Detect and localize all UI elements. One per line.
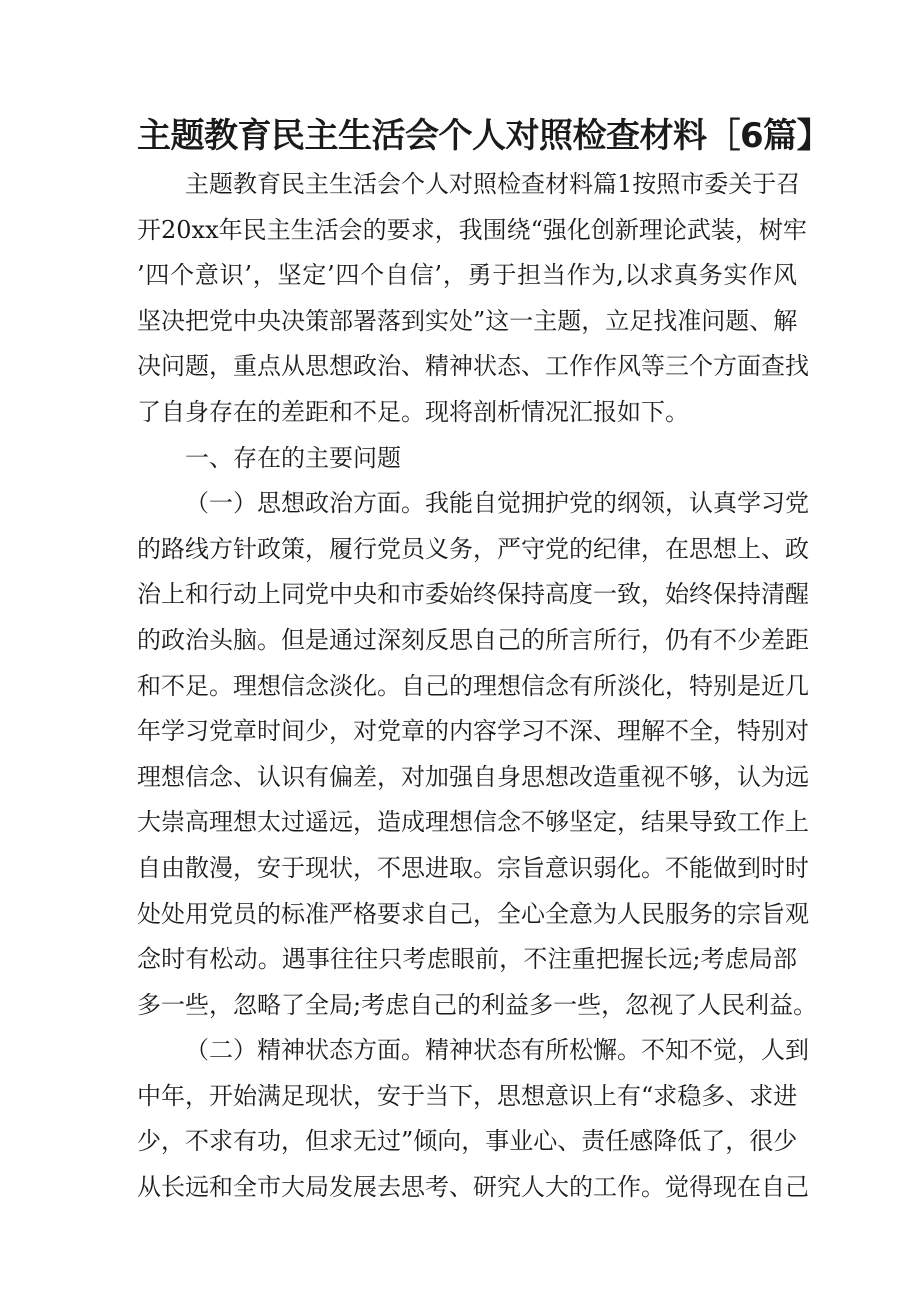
- paragraph-line: 大崇高理想太过遥远，造成理想信念不够坚定，结果导致工作上: [137, 808, 809, 837]
- document-body: [137, 162, 818, 1211]
- paragraph-line: 和不足。理想信念淡化。自己的理想信念有所淡化，特别是近几: [137, 671, 809, 700]
- paragraph-line: 自由散漫，安于现状，不思进取。宗旨意识弱化。不能做到时时: [137, 853, 809, 882]
- paragraph-line: ’四个意识’，坚定’四个自信’，勇于担当作为,以求真务实作风: [137, 261, 797, 290]
- paragraph-line: 的路线方针政策，履行党员义务，严守党的纪律，在思想上、政: [137, 534, 809, 563]
- paragraph-line: 理想信念、认识有偏差，对加强自身思想改造重视不够，认为远: [137, 762, 809, 791]
- paragraph-line: 年学习党章时间少，对党章的内容学习不深、理解不全，特别对: [137, 717, 809, 746]
- paragraph-line: 处处用党员的标准严格要求自己，全心全意为人民服务的宗旨观: [137, 899, 809, 928]
- paragraph-line: （一）思想政治方面。我能自觉拥护党的纲领，认真学习党: [185, 489, 809, 518]
- paragraph-line: 从长远和全市大局发展去思考、研究人大的工作。觉得现在自己: [137, 1173, 809, 1202]
- paragraph-line: 了自身存在的差距和不足。现将剖析情况汇报如下。: [137, 397, 689, 426]
- paragraph-line: 少，不求有功，但求无过”倾向，事业心、责任感降低了，很少: [137, 1127, 798, 1156]
- paragraph-line: 多一些，忽略了全局;考虑自己的利益多一些，忽视了人民利益。: [137, 990, 818, 1019]
- paragraph-line: 主题教育民主生活会个人对照检查材料篇1按照市委关于召: [185, 170, 801, 198]
- paragraph-line: 念时有松动。遇事往往只考虑眼前，不注重把握长远;考虑局部: [137, 945, 797, 974]
- paragraph-line: 决问题，重点从思想政治、精神状态、工作作风等三个方面查找: [137, 352, 809, 381]
- section-heading: 一、存在的主要问题: [185, 443, 401, 472]
- document-title: 主题教育民主生活会个人对照检查材料［6篇】: [137, 116, 831, 156]
- paragraph-line: 开20xx年民主生活会的要求，我围绕“强化创新理论武装，树牢: [137, 215, 807, 244]
- paragraph-line: 治上和行动上同党中央和市委始终保持高度一致，始终保持清醒: [137, 580, 809, 609]
- paragraph-line: 的政治头脑。但是通过深刻反思自己的所言所行，仍有不少差距: [137, 625, 809, 654]
- paragraph-line: （二）精神状态方面。精神状态有所松懈。不知不觉，人到: [185, 1036, 809, 1065]
- paragraph-line: 中年，开始满足现状，安于当下，思想意识上有“求稳多、求进: [137, 1081, 798, 1110]
- paragraph-line: 坚决把党中央决策部署落到实处”这一主题，立足找准问题、解: [137, 306, 798, 335]
